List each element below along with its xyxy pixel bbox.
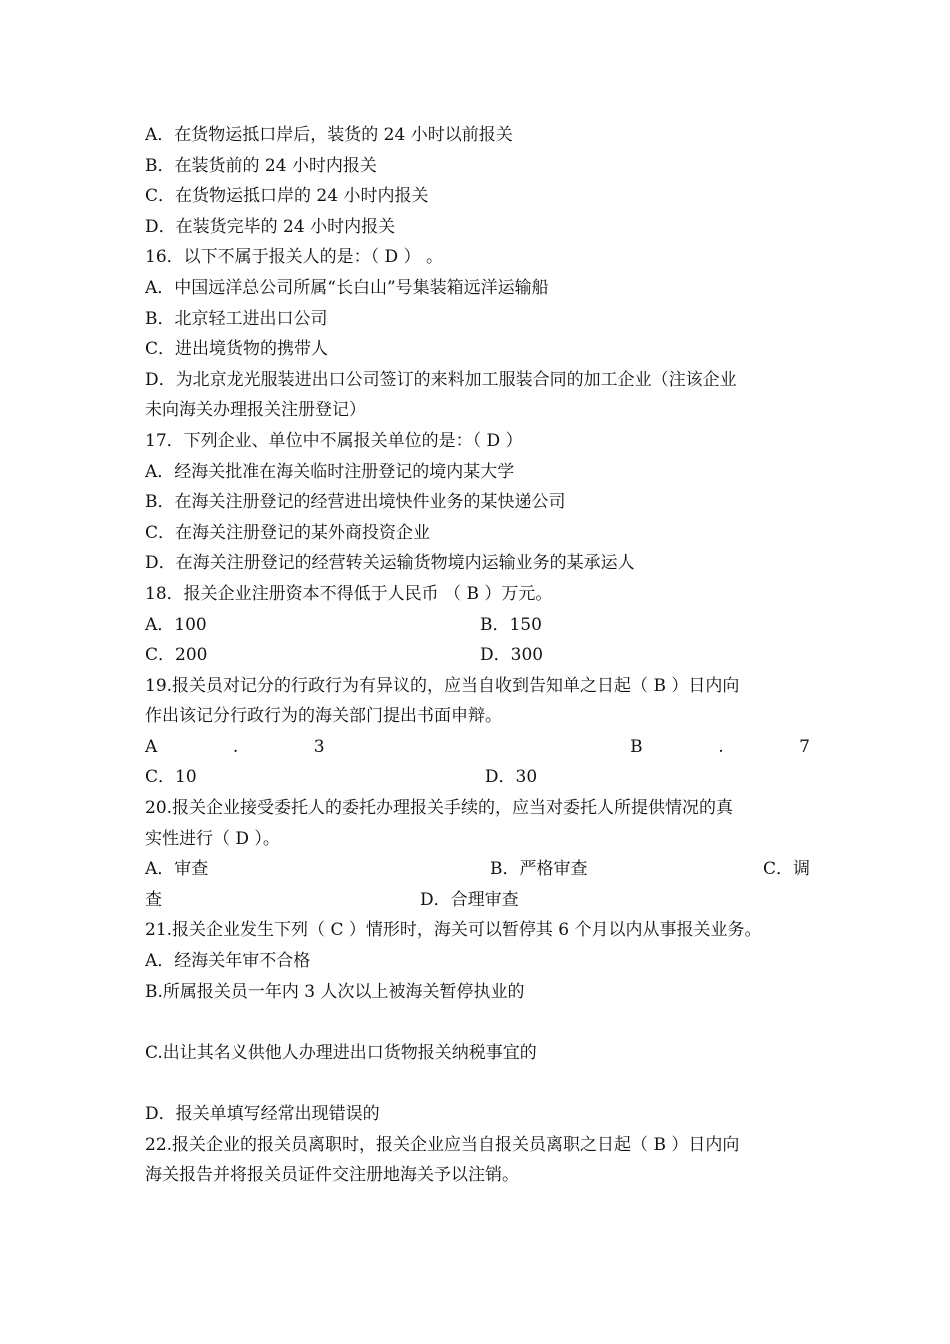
q19-question-line-1: 19.报关员对记分的行政行为有异议的，应当自收到告知单之日起（ B ）日内向: [145, 675, 740, 696]
q20-option-c: C．调: [762, 859, 810, 880]
q19-option-a-value: 3: [313, 736, 325, 757]
q18-option-b: B．150: [480, 614, 542, 635]
blank-line: [145, 1068, 810, 1099]
q20-question-line-1: 20.报关企业接受委托人的委托办理报关手续的，应当对委托人所提供情况的真: [145, 798, 734, 819]
q22-question-line-1: 22.报关企业的报关员离职时，报关企业应当自报关员离职之日起（ B ）日内向: [145, 1134, 740, 1155]
q21-option-c: C.出让其名义供他人办理进出口货物报关纳税事宜的: [145, 1042, 537, 1063]
q16-option-b: B．北京轻工进出口公司: [145, 308, 328, 329]
q18-option-c: C．200: [145, 645, 208, 666]
blank-line: [145, 1007, 810, 1038]
q21-option-b: B.所属报关员一年内 3 人次以上被海关暂停执业的: [145, 981, 525, 1002]
q21-question: 21.报关企业发生下列（ C ）情形时，海关可以暂停其 6 个月以内从事报关业务。: [145, 920, 762, 941]
q15-option-d: D．在装货完毕的 24 小时内报关: [145, 216, 396, 237]
q17-option-c: C．在海关注册登记的某外商投资企业: [145, 522, 431, 543]
q20-option-c-continued: 查: [145, 889, 162, 910]
q17-option-b: B．在海关注册登记的经营进出境快件业务的某快递公司: [145, 492, 566, 513]
q19-option-b-letter: B: [630, 736, 643, 757]
q19-option-d: D．30: [484, 767, 538, 788]
q20-options-row-2: [145, 885, 810, 916]
q17-option-d: D．在海关注册登记的经营转关运输货物境内运输业务的某承运人: [145, 553, 635, 574]
q19-option-b-dot: .: [718, 736, 724, 757]
q20-options-row-1: [145, 854, 810, 885]
document-page: [145, 120, 810, 1191]
q19-option-a-letter: A: [145, 736, 158, 757]
q19-option-c: C．10: [145, 767, 197, 788]
q15-option-a: A．在货物运抵口岸后，装货的 24 小时以前报关: [145, 125, 513, 145]
q20-option-b: B．严格审查: [490, 859, 588, 880]
q19-option-b-value: 7: [799, 736, 810, 757]
q15-option-b: B．在装货前的 24 小时内报关: [145, 155, 377, 176]
q18-question: 18．报关企业注册资本不得低于人民币 （ B ）万元。: [145, 583, 553, 604]
q20-option-d: D．合理审查: [420, 889, 519, 910]
q19-question-line-2: 作出该记分行政行为的海关部门提出书面申辩。: [145, 706, 502, 727]
q18-option-d: D．300: [480, 645, 544, 666]
q16-option-a: A．中国远洋总公司所属“长白山”号集装箱远洋运输船: [145, 277, 549, 298]
q19-options-row-1: [145, 732, 810, 763]
q17-option-a: A．经海关批准在海关临时注册登记的境内某大学: [145, 461, 515, 482]
q19-options-row-2: [145, 762, 810, 793]
q18-options-row-2: [145, 640, 810, 671]
q21-option-d: D．报关单填写经常出现错误的: [145, 1104, 380, 1124]
q20-question-line-2: 实性进行（ D ）。: [145, 828, 280, 849]
q19-option-a-dot: .: [232, 736, 239, 757]
q21-option-a: A．经海关年审不合格: [145, 951, 311, 972]
q17-question: 17．下列企业、单位中不属报关单位的是：（ D ）: [145, 430, 523, 451]
q20-option-a: A．审查: [145, 859, 209, 880]
q15-option-c: C．在货物运抵口岸的 24 小时内报关: [145, 186, 429, 207]
q18-option-a: A．100: [145, 614, 207, 635]
q16-option-d-continued: 未向海关办理报关注册登记）: [145, 400, 366, 421]
q16-option-c: C．进出境货物的携带人: [145, 339, 329, 360]
q22-question-line-2: 海关报告并将报关员证件交注册地海关予以注销。: [145, 1165, 519, 1186]
q16-question: 16．以下不属于报关人的是：（ D ） 。: [145, 247, 443, 268]
q16-option-d: D．为北京龙光服装进出口公司签订的来料加工服装合同的加工企业（注该企业: [145, 369, 737, 390]
q18-options-row-1: [145, 610, 810, 641]
